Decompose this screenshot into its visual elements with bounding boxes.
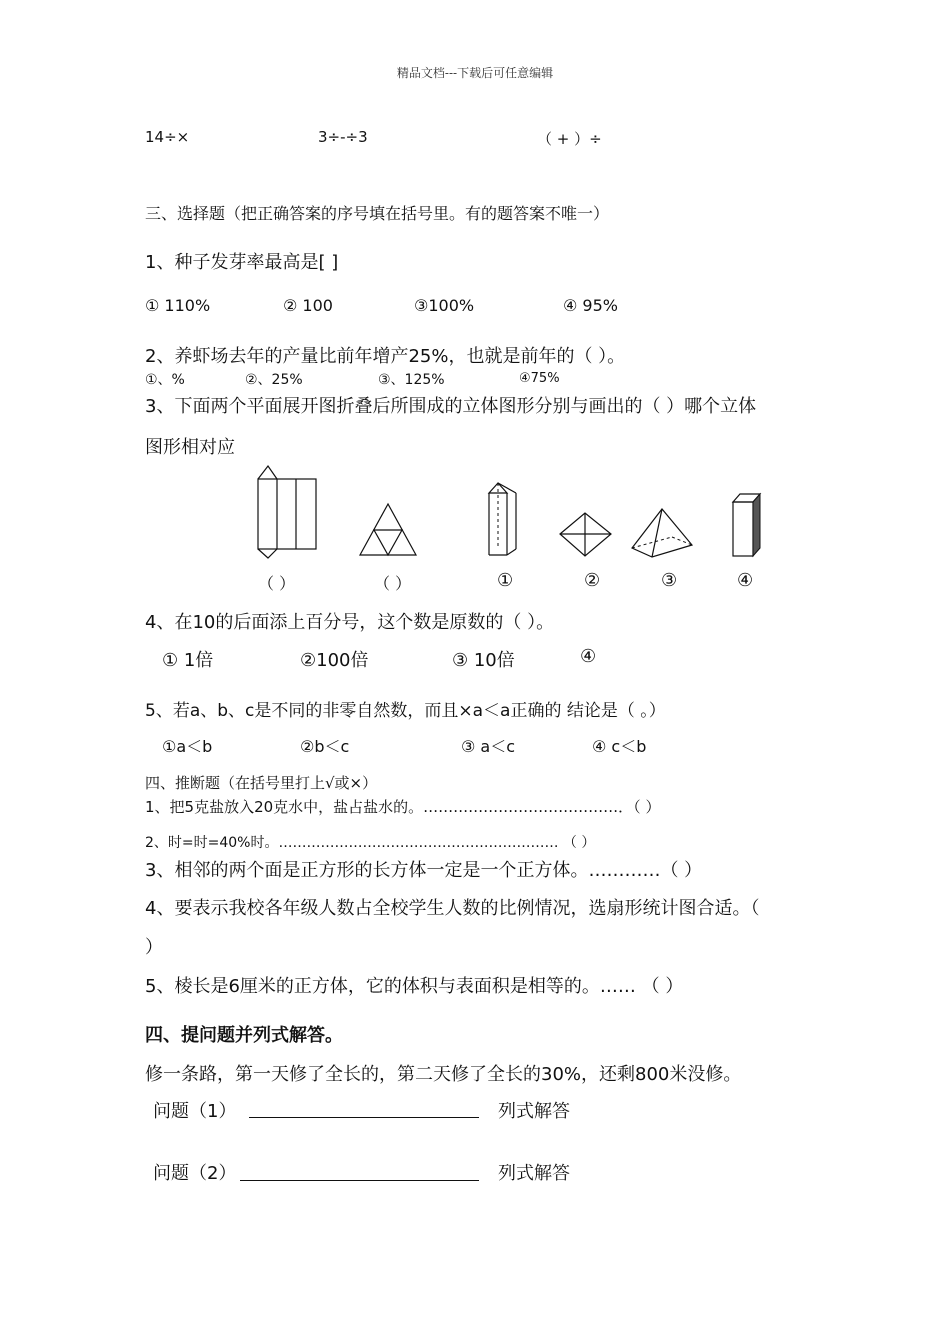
q2-option-1: ①、% <box>145 372 185 388</box>
tetrahedron-net-figure <box>360 504 416 555</box>
q3-label-5: ③ <box>661 570 678 591</box>
expression-1: 14÷× <box>145 128 190 146</box>
q4-option-2: ②100倍 <box>300 650 369 671</box>
q4-option-4: ④ <box>580 646 597 667</box>
q1-text: 1、种子发芽率最高是[ ] <box>145 252 339 273</box>
problem-text: 修一条路，第一天修了全长的，第二天修了全长的30%，还剩800米没修。 <box>145 1064 742 1085</box>
q5-text: 5、若a、b、c是不同的非零自然数，而且×a＜a正确的 结论是（ 。） <box>145 701 666 721</box>
expression-3: （ + ）÷ <box>537 130 602 148</box>
question-1-blank[interactable] <box>249 1117 479 1118</box>
q3-label-4: ② <box>584 570 601 591</box>
judge-item-4-cont: ） <box>145 937 163 958</box>
question-2-label: 问题（2） <box>153 1163 237 1184</box>
bipyramid-figure <box>560 513 611 556</box>
expression-2: 3÷-÷3 <box>318 128 368 146</box>
q4-option-3: ③ 10倍 <box>452 650 515 671</box>
triangular-prism-figure <box>489 483 516 555</box>
q2-option-4: ④75% <box>519 371 560 386</box>
q2-option-2: ②、25% <box>245 372 303 388</box>
q3-label-1: （ ） <box>258 574 296 593</box>
q3-label-6: ④ <box>737 570 754 591</box>
section-5-title: 四、提问题并列式解答。 <box>145 1025 343 1046</box>
q3-label-3: ① <box>497 570 514 591</box>
q3-figures <box>240 462 780 572</box>
square-pyramid-figure <box>632 509 692 557</box>
judge-item-2: 2、时=时=40%时。…………………………………………………… （ ） <box>145 835 596 851</box>
q3-text-line2: 图形相对应 <box>145 437 235 458</box>
q5-option-1: ①a＜b <box>162 737 213 756</box>
q3-label-2: （ ） <box>374 574 412 593</box>
judge-item-3: 3、相邻的两个面是正方形的长方体一定是一个正方体。…………（ ） <box>145 860 703 881</box>
judge-item-1: 1、把5克盐放入20克水中，盐占盐水的。…………………………………．（ ） <box>145 798 661 816</box>
judge-item-4: 4、要表示我校各年级人数占全校学生人数的比例情况，选扇形统计图合适。（ <box>145 898 760 919</box>
q2-text: 2、养虾场去年的产量比前年增产25%，也就是前年的（ ）。 <box>145 346 626 367</box>
question-2-answer-label: 列式解答 <box>498 1163 570 1184</box>
q1-option-1: ① 110% <box>145 296 211 315</box>
section-4-title: 四、推断题（在括号里打上√或×） <box>145 774 378 792</box>
prism-net-figure <box>258 466 316 558</box>
section-3-title: 三、选择题（把正确答案的序号填在括号里。有的题答案不唯一） <box>145 204 610 223</box>
page-header: 精品文档---下载后可任意编辑 <box>396 66 554 80</box>
q4-text: 4、在10的后面添上百分号，这个数是原数的（ ）。 <box>145 612 555 633</box>
q2-option-3: ③、125% <box>378 372 445 388</box>
q1-option-3: ③100% <box>414 296 475 315</box>
q5-option-2: ②b＜c <box>300 737 350 756</box>
q3-text-line1: 3、下面两个平面展开图折叠后所围成的立体图形分别与画出的（ ）哪个立体 <box>145 396 757 417</box>
q5-option-3: ③ a＜c <box>461 737 516 756</box>
judge-item-5: 5、棱长是6厘米的正方体，它的体积与表面积是相等的。…… （ ） <box>145 976 684 997</box>
q1-option-4: ④ 95% <box>563 296 618 315</box>
question-1-label: 问题（1） <box>153 1101 237 1122</box>
question-1-answer-label: 列式解答 <box>498 1101 570 1122</box>
q5-option-4: ④ c＜b <box>592 737 647 756</box>
rectangular-prism-figure <box>733 494 760 556</box>
question-2-blank[interactable] <box>240 1180 479 1181</box>
q1-option-2: ② 100 <box>283 296 333 315</box>
q4-option-1: ① 1倍 <box>162 650 214 671</box>
